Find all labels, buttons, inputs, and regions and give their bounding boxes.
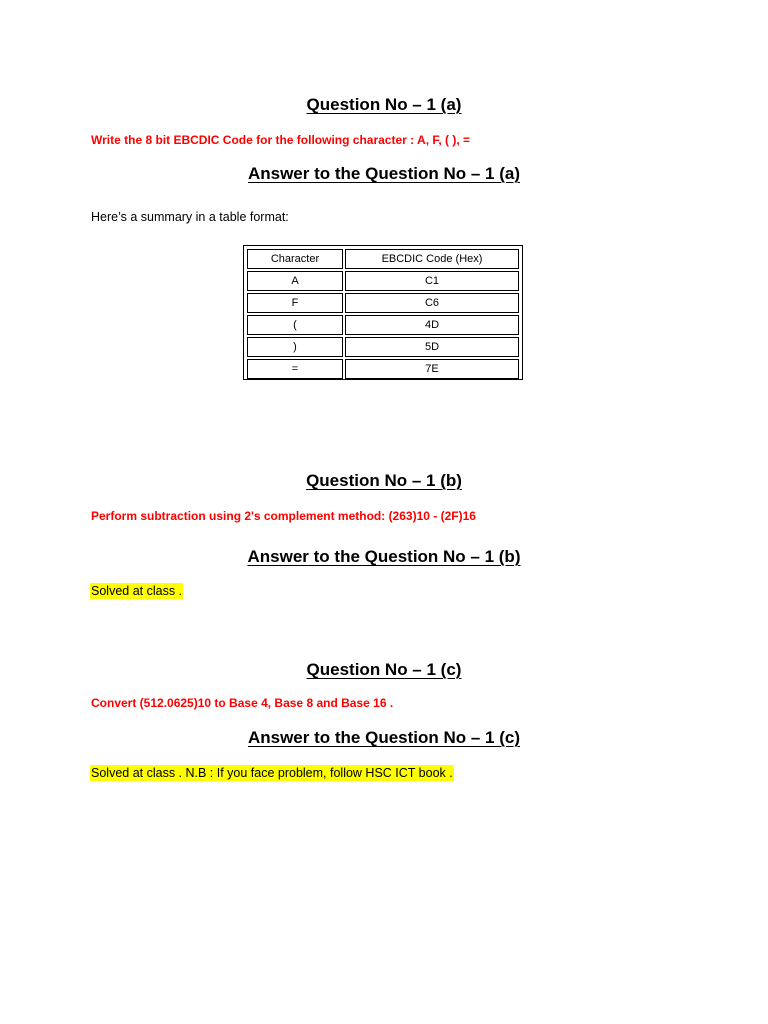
table-row	[247, 315, 519, 335]
question-1a-heading: Question No – 1 (a)	[306, 95, 462, 114]
table-row	[247, 293, 519, 313]
table-row	[247, 337, 519, 357]
table-cell-code: 5D	[345, 337, 519, 357]
answer-1a-intro: Here’s a summary in a table format:	[91, 210, 289, 224]
answer-1c-heading: Answer to the Question No – 1 (c)	[247, 728, 521, 747]
table-cell-character: )	[247, 337, 343, 357]
table-cell-character: A	[247, 271, 343, 291]
table-row	[247, 359, 519, 379]
table-header-ebcdic-code: EBCDIC Code (Hex)	[345, 249, 519, 269]
table-cell-character: (	[247, 315, 343, 335]
question-1c-text: Convert (512.0625)10 to Base 4, Base 8 and Base 16 .	[91, 696, 394, 710]
ebcdic-table-container	[243, 245, 523, 380]
table-cell-character: F	[247, 293, 343, 313]
answer-1b-text: Solved at class .	[91, 584, 183, 598]
table-row	[247, 271, 519, 291]
answer-1c-text: Solved at class . N.B : If you face problem, follow HSC ICT book .	[91, 766, 453, 780]
table-cell-code: 7E	[345, 359, 519, 379]
table-cell-code: C1	[345, 271, 519, 291]
table-cell-code: C6	[345, 293, 519, 313]
question-1b-text: Perform subtraction using 2's complement method: (263)10 - (2F)16	[91, 509, 476, 523]
question-1c-heading: Question No – 1 (c)	[306, 660, 462, 679]
answer-1b-heading: Answer to the Question No – 1 (b)	[247, 547, 521, 566]
ebcdic-table	[245, 247, 521, 381]
table-cell-character: =	[247, 359, 343, 379]
table-header-character: Character	[247, 249, 343, 269]
answer-1a-heading: Answer to the Question No – 1 (a)	[247, 164, 521, 183]
table-cell-code: 4D	[345, 315, 519, 335]
table-header-row	[247, 249, 519, 269]
question-1b-heading: Question No – 1 (b)	[306, 471, 462, 490]
question-1a-text: Write the 8 bit EBCDIC Code for the following character : A, F, ( ), =	[91, 133, 471, 147]
